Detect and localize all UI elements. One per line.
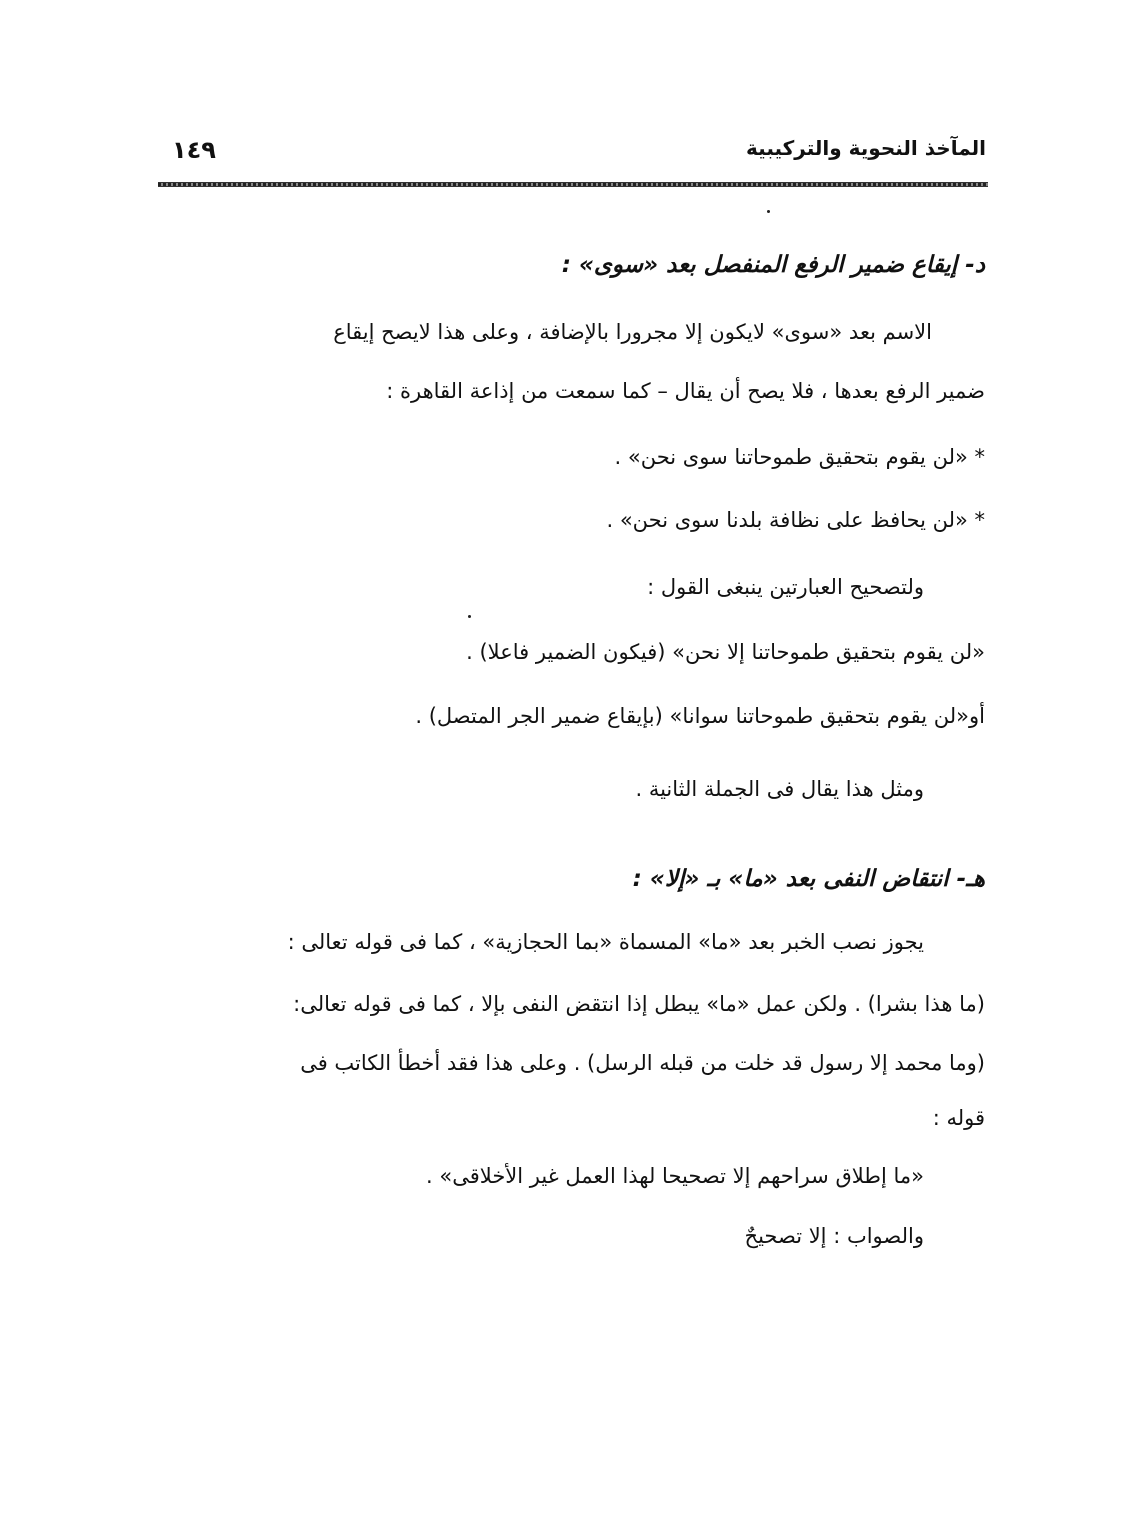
scan-speck <box>767 210 770 213</box>
section-heading-d: د- إيقاع ضمير الرفع المنفصل بعد «سوى» : <box>561 252 985 278</box>
header-rule <box>158 182 988 187</box>
paragraph-line: ولتصحيح العبارتين ينبغى القول : <box>647 575 924 599</box>
paragraph-line: الاسم بعد «سوى» لايكون إلا مجرورا بالإضافة ، وعلى هذا لايصح إيقاع <box>333 320 932 344</box>
paragraph-line: ضمير الرفع بعدها ، فلا يصح أن يقال – كما سمعت من إذاعة القاهرة : <box>386 379 985 403</box>
paragraph-line: ومثل هذا يقال فى الجملة الثانية . <box>635 777 924 801</box>
quoted-sentence: «ما إطلاق سراحهم إلا تصحيحا لهذا العمل غير الأخلاقى» . <box>426 1164 924 1188</box>
paragraph-line: (ما هذا بشرا) . ولكن عمل «ما» يبطل إذا انتقض النفى بإلا ، كما فى قوله تعالى: <box>293 992 985 1016</box>
paragraph-line: قوله : <box>932 1106 985 1130</box>
example-line: * «لن يحافظ على نظافة بلدنا سوى نحن» . <box>606 508 985 532</box>
paragraph-line: (وما محمد إلا رسول قد خلت من قبله الرسل) . وعلى هذا فقد أخطأ الكاتب فى <box>300 1051 985 1075</box>
correction-line: أو«لن يقوم بتحقيق طموحاتنا سوانا» (بإيقاع ضمير الجر المتصل) . <box>415 704 985 728</box>
example-line: * «لن يقوم بتحقيق طموحاتنا سوى نحن» . <box>614 445 985 469</box>
running-header-title: المآخذ النحوية والتركيبية <box>746 136 986 160</box>
scan-speck <box>468 615 471 618</box>
paragraph-line: يجوز نصب الخبر بعد «ما» المسماة «بما الحجازية» ، كما فى قوله تعالى : <box>287 930 924 954</box>
page-number: ١٤٩ <box>172 136 216 164</box>
correction-line: «لن يقوم بتحقيق طموحاتنا إلا نحن» (فيكون الضمير فاعلا) . <box>466 640 985 664</box>
section-heading-h: هـ- انتقاض النفى بعد «ما» بـ «إلا» : <box>632 866 985 892</box>
correction-line: والصواب : إلا تصحيحٌ <box>744 1224 924 1248</box>
